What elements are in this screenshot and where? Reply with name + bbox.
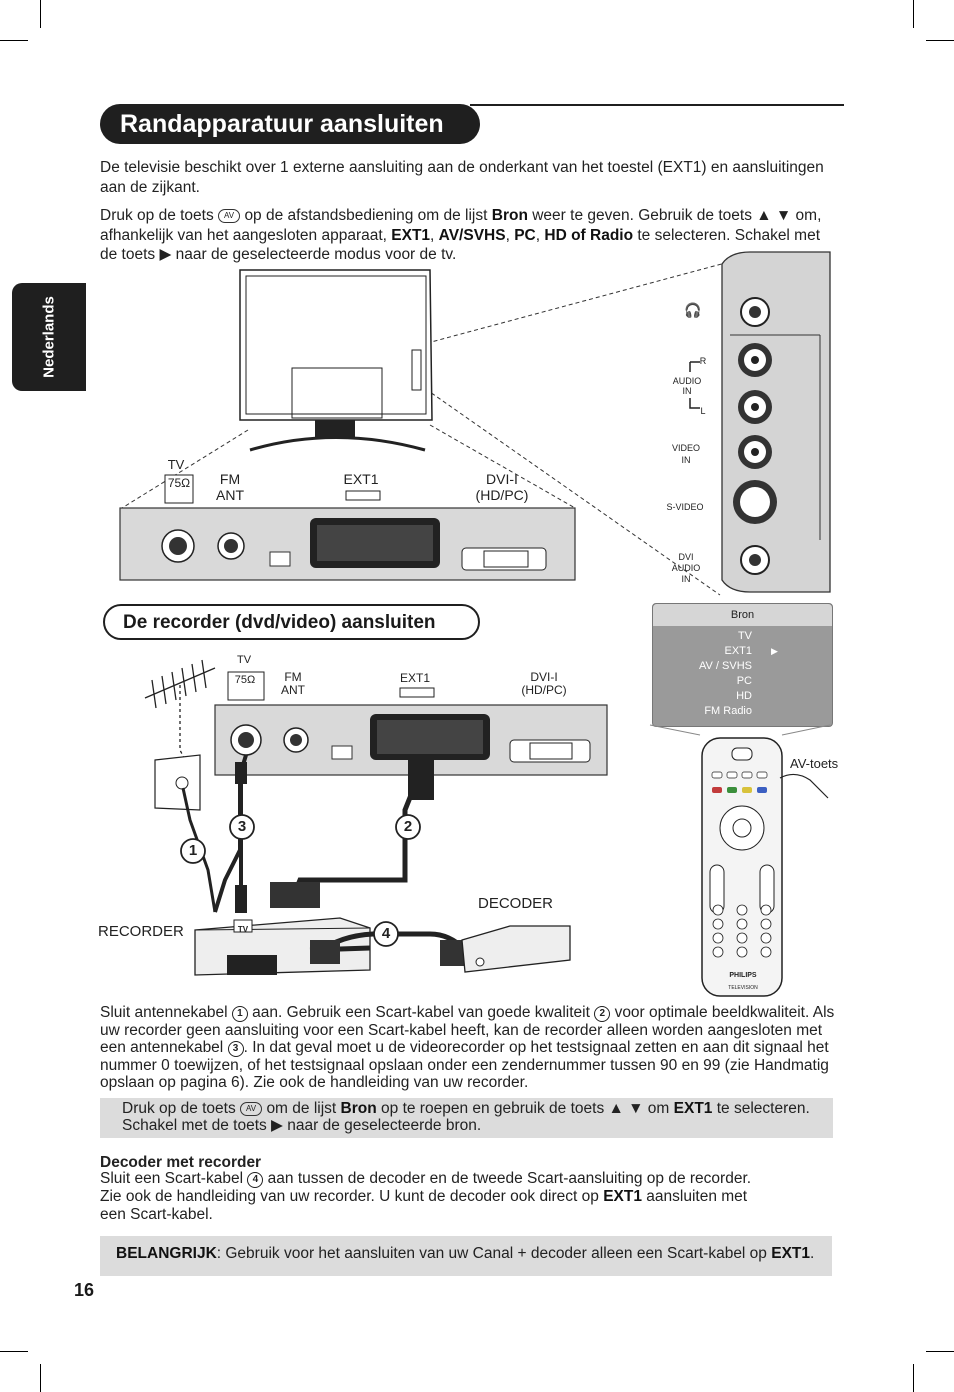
menu-item: AV / SVHS bbox=[699, 660, 752, 672]
dvi-audio-label: DVI bbox=[678, 552, 694, 562]
ext1-label: EXT1 bbox=[343, 471, 379, 487]
menu-item: FM Radio bbox=[704, 705, 752, 717]
callout-3: 3 bbox=[237, 818, 247, 835]
text: . bbox=[810, 1245, 815, 1262]
text: te selecteren. Schakel met de toets ▶ naar de geselecteerde bron. bbox=[122, 1100, 810, 1134]
text: om de lijst bbox=[266, 1100, 337, 1117]
crop-mark bbox=[0, 1351, 28, 1352]
dvi-audio-label-2: AUDIO bbox=[671, 563, 701, 573]
language-tab bbox=[12, 283, 86, 391]
television-label: TELEVISION bbox=[728, 985, 758, 991]
text: aan tussen de decoder en de tweede Scart-aansluiting op de recorder. Zie ook de handleiding van uw recorder. U kunt de decoder ook direct op bbox=[100, 1170, 752, 1205]
pc-label: PC bbox=[514, 226, 536, 244]
page-number: 16 bbox=[74, 1280, 95, 1300]
hdpc-label: (HD/PC) bbox=[475, 487, 529, 503]
video-label: VIDEO bbox=[671, 443, 700, 453]
text: : Gebruik voor het aansluiten van uw Canal + decoder alleen een Scart-kabel op bbox=[216, 1245, 767, 1262]
headphone-icon: 🎧 bbox=[684, 302, 702, 318]
text: Druk op de toets bbox=[122, 1100, 236, 1117]
decoder-label: DECODER bbox=[478, 895, 554, 912]
audio-in-label-2: IN bbox=[682, 386, 692, 396]
dvi-label-2: DVI-I bbox=[530, 670, 558, 684]
avsvhs-label: AV/SVHS bbox=[438, 226, 506, 244]
decoder-text bbox=[100, 1170, 760, 1223]
section-subtitle: De recorder (dvd/video) aansluiten bbox=[103, 604, 480, 640]
text: Sluit antennekabel bbox=[100, 1004, 228, 1021]
language-tab-label: Nederlands bbox=[40, 296, 58, 378]
callout-2: 2 bbox=[403, 818, 413, 835]
callout-3-inline: 3 bbox=[228, 1041, 244, 1057]
ext1-label-2: EXT1 bbox=[399, 671, 430, 685]
av-button-icon: AV bbox=[240, 1102, 262, 1116]
text: op te roepen en gebruik de toets ▲ ▼ om bbox=[381, 1100, 670, 1117]
tv-label-2: TV bbox=[236, 654, 252, 666]
ohm-label-2: 75Ω bbox=[234, 674, 256, 686]
text: Sluit een Scart-kabel bbox=[100, 1170, 244, 1187]
philips-logo: PHILIPS bbox=[729, 972, 757, 979]
important-text bbox=[116, 1244, 826, 1264]
header-rule bbox=[470, 104, 844, 106]
decoder-heading: Decoder met recorder bbox=[100, 1154, 262, 1171]
r-label: R bbox=[699, 356, 707, 366]
callout-4-inline: 4 bbox=[247, 1172, 263, 1188]
note-text bbox=[122, 1100, 822, 1134]
text: Druk op de toets bbox=[100, 207, 214, 224]
menu-item: PC bbox=[736, 675, 752, 687]
menu-item: TV bbox=[737, 630, 752, 642]
bron-label: Bron bbox=[491, 207, 528, 224]
menu-item: EXT1 bbox=[724, 645, 752, 657]
callout-4: 4 bbox=[381, 925, 391, 942]
fm-label-2: FM bbox=[284, 670, 302, 684]
svideo-label: S-VIDEO bbox=[666, 502, 704, 512]
recorder-connection-diagram bbox=[90, 650, 850, 1000]
text: voor optimale beeldkwaliteit. Als uw recorder geen aansluiting voor een Scart-kabel heeft, kan de recorder alleen worden aangesloten met een antennekabel bbox=[100, 1004, 835, 1056]
dvi-audio-label-3: IN bbox=[681, 574, 691, 584]
ohm-label: 75Ω bbox=[167, 476, 191, 490]
tv-back-diagram bbox=[110, 250, 840, 600]
crop-mark bbox=[40, 0, 41, 28]
dvi-label: DVI-I bbox=[486, 471, 518, 487]
callout-1: 1 bbox=[188, 842, 198, 859]
ant-label-2: ANT bbox=[281, 683, 305, 697]
page-title: Randapparatuur aansluiten bbox=[100, 104, 480, 144]
text: op de afstandsbediening om de lijst bbox=[244, 207, 488, 224]
audio-in-label: AUDIO bbox=[672, 376, 702, 386]
recorder-label: RECORDER bbox=[98, 923, 184, 940]
callout-2-inline: 2 bbox=[594, 1006, 610, 1022]
text: weer te geven. Gebruik de toets ▲ ▼ om, afhankelijk van het aangesloten apparaat, bbox=[100, 207, 822, 244]
tv-label: TV bbox=[167, 457, 185, 472]
crop-mark bbox=[40, 1364, 41, 1392]
recorder-tv-box: TV bbox=[237, 925, 249, 934]
l-label: L bbox=[700, 406, 706, 416]
crop-mark bbox=[913, 0, 914, 28]
ext1-label: EXT1 bbox=[771, 1245, 811, 1262]
menu-header: Bron bbox=[653, 604, 832, 626]
tv-back-icon bbox=[240, 270, 432, 450]
crop-mark bbox=[913, 1364, 914, 1392]
ant-label: ANT bbox=[216, 487, 244, 503]
text: . In dat geval moet u de videorecorder op het testsignaal zetten en aan dit signaal het nummer 0 toewijzen, of het testsignaal opslaan onder een zendernummer tussen 90 en 99 (zie Handmatig opslaan op pagina 6). Zie ook de handleiding van uw recorder. bbox=[100, 1039, 829, 1091]
important-label: BELANGRIJK bbox=[116, 1245, 217, 1262]
menu-item: HD bbox=[736, 690, 752, 702]
hdpc-label-2: (HD/PC) bbox=[521, 683, 567, 697]
intro-paragraph-2: Druk op de toets AV op de afstandsbediening om de lijst Bron weer te geven. Gebruik de toets ▲ ▼ om, afhankelijk van het aangesloten apparaat, EXT1, AV/SVHS, PC, HD of Radio te selecteren. Schakel met de toets ▶ naar de geselecteerde modus voor de tv. bbox=[100, 207, 822, 263]
bron-label: Bron bbox=[340, 1100, 377, 1117]
crop-mark bbox=[926, 1351, 954, 1352]
text: te selecteren. Schakel met de toets ▶ naar de geselecteerde modus voor de tv. bbox=[100, 226, 821, 263]
text: aan. Gebruik een Scart-kabel van goede kwaliteit bbox=[252, 1004, 590, 1021]
ext1-label: EXT1 bbox=[391, 226, 431, 244]
antenna-icon bbox=[145, 660, 215, 760]
ext1-label: EXT1 bbox=[673, 1100, 713, 1117]
ext1-label: EXT1 bbox=[603, 1188, 642, 1205]
crop-mark bbox=[0, 40, 28, 41]
hd-label: HD of Radio bbox=[544, 226, 634, 244]
body-paragraph bbox=[100, 1004, 840, 1091]
video-label-2: IN bbox=[681, 455, 691, 465]
fm-label: FM bbox=[219, 471, 241, 487]
text: aansluiten met een Scart-kabel. bbox=[100, 1188, 748, 1223]
callout-1-inline: 1 bbox=[232, 1006, 248, 1022]
arrow-right-icon: ▶ bbox=[771, 646, 778, 656]
av-button-icon: AV bbox=[218, 209, 240, 223]
av-toets-label: AV-toets bbox=[790, 756, 839, 771]
intro-paragraph-1: De televisie beschikt over 1 externe aansluiting aan de onderkant van het toestel (EXT1) en aansluitingen aan de zijkant. bbox=[100, 159, 824, 196]
crop-mark bbox=[926, 40, 954, 41]
